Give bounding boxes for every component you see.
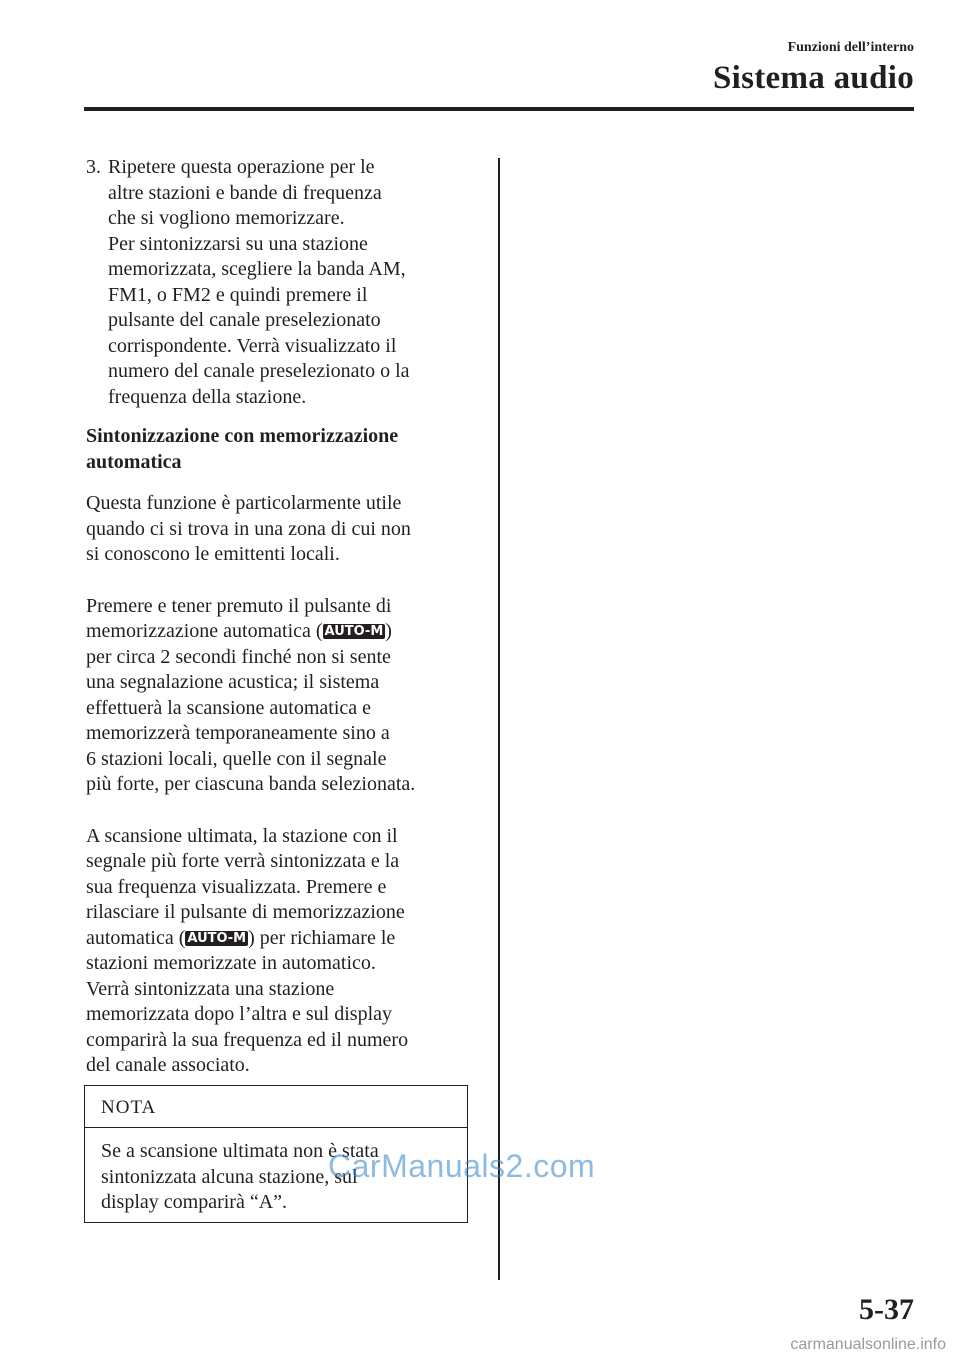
text-line: FM1, o FM2 e quindi premere il [108,283,368,306]
text-line: numero del canale preselezionato o la [108,360,410,382]
text-line: memorizzata, scegliere la banda AM, [108,258,406,280]
text-line: A scansione ultimata, la stazione con il [86,824,398,847]
note-line: Se a scansione ultimata non è stata [101,1140,379,1162]
text-line: Per sintonizzarsi su una stazione [108,232,368,255]
step-text [108,155,476,410]
text-fragment: memorizzazione automatica ( [86,620,323,642]
header-rule [84,107,914,111]
text-line: Premere e tener premuto il pulsante di [86,594,392,617]
text-line: Questa funzione è particolarmente utile [86,492,402,514]
auto-m-button-icon: AUTO-M [187,930,247,946]
text-line: del canale associato. [86,1054,250,1076]
paragraph-auto-store [86,594,476,798]
text-line: si conoscono le emittenti locali. [86,543,340,565]
text-line: per circa 2 secondi finché non si sente [86,645,391,668]
note-title: NOTA [85,1086,467,1128]
section-subheading [86,424,476,475]
text-fragment: automatica ( [86,926,186,949]
left-column [86,155,476,1079]
text-line [86,619,476,645]
subheading-line: automatica [86,450,182,473]
step-3 [86,155,476,410]
watermark: CarManuals2.com [328,1148,596,1184]
text-line: memorizzata dopo l’altra e sul display [86,1003,393,1025]
column-divider [498,158,500,1280]
text-line: più forte, per ciascuna banda selezionata. [86,773,416,795]
text-fragment: ) per richiamare le [248,926,396,949]
text-line: 6 stazioni locali, quelle con il segnale [86,747,387,770]
text-line: corrispondente. Verrà visualizzato il [108,334,397,357]
page-number: 5-37 [859,1293,914,1326]
text-line: memorizzerà temporaneamente sino a [86,722,390,744]
text-line: Ripetere questa operazione per le [108,156,375,178]
section-name: Funzioni dell’interno [787,40,914,55]
text-line: rilasciare il pulsante di memorizzazione [86,901,405,923]
text-line: pulsante del canale preselezionato [108,309,381,331]
note-line: display comparirà “A”. [101,1191,288,1213]
text-line: segnale più forte verrà sintonizzata e la [86,850,400,872]
auto-m-button-icon: AUTO-M [324,624,384,639]
step-number: 3. [86,156,101,178]
text-line: Verrà sintonizzata una stazione [86,977,335,1000]
footer-site-link[interactable]: carmanualsonline.info [790,1336,946,1353]
text-fragment: ) [385,620,392,642]
text-line: frequenza della stazione. [108,385,307,408]
text-line: comparirà la sua frequenza ed il numero [86,1028,409,1051]
text-line: stazioni memorizzate in automatico. [86,952,376,974]
text-line: sua frequenza visualizzata. Premere e [86,875,387,898]
text-line [86,926,476,952]
note-line: sintonizzata alcuna stazione, sul [101,1165,358,1188]
paragraph-intro [86,491,476,568]
paragraph-scan-complete [86,824,476,1079]
text-line: che si vogliono memorizzare. [108,207,345,229]
page-title: Sistema audio [712,60,914,96]
text-line: quando ci si trova in una zona di cui non [86,517,411,540]
text-line: altre stazioni e bande di frequenza [108,181,382,204]
subheading-line: Sintonizzazione con memorizzazione [86,425,399,447]
text-line: una segnalazione acustica; il sistema [86,671,380,693]
text-line: effettuerà la scansione automatica e [86,696,372,719]
